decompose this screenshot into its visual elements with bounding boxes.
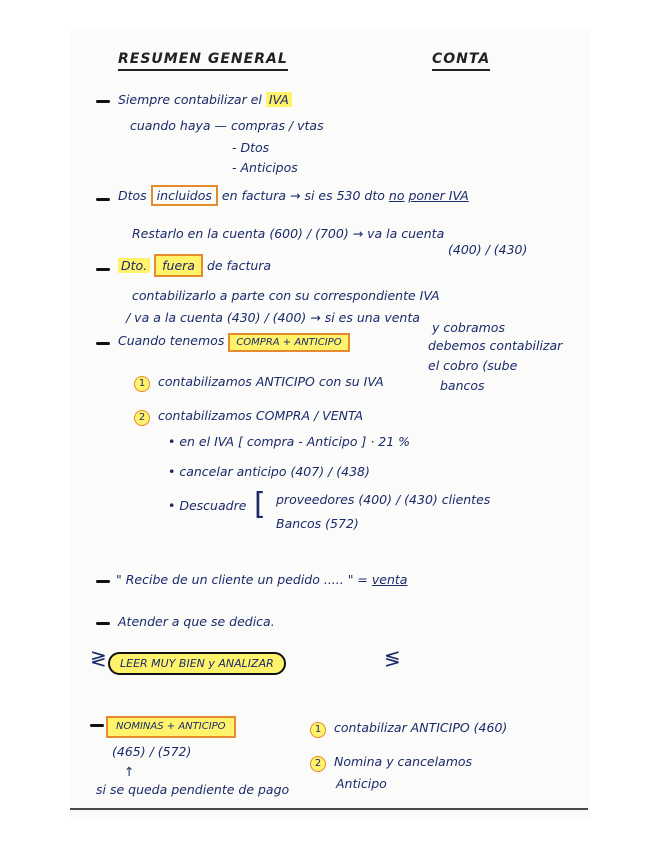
step-1: [134, 376, 384, 392]
note-line: proveedores (400) / (430) clientes: [276, 492, 491, 507]
boxed-term: NOMINAS + ANTICIPO: [106, 716, 236, 738]
boxed-term: fuera: [154, 254, 203, 277]
note-line: (400) / (430): [448, 242, 528, 257]
bullet-dash: [96, 198, 110, 201]
callout-banner: LEER MUY BIEN y ANALIZAR: [108, 652, 286, 675]
note-line: cuando haya — compras / vtas: [130, 118, 324, 133]
note-text: " Recibe de un cliente un pedido ..... " =: [116, 572, 368, 587]
bullet-dash: [96, 622, 110, 625]
page-title: RESUMEN GENERAL: [118, 52, 288, 71]
note-line: [118, 260, 271, 273]
bullet-dash: [90, 724, 104, 727]
note-line: contabilizarlo a parte con su correspondiente IVA: [132, 288, 440, 303]
boxed-term: incluidos: [151, 185, 218, 206]
bullet-dash: [96, 100, 110, 103]
note-text: Siempre contabilizar el: [118, 92, 262, 107]
nomina-step-2: [310, 756, 472, 772]
note-line: • en el IVA [ compra - Anticipo ] · 21 %: [168, 434, 411, 449]
note-line: • cancelar anticipo (407) / (438): [168, 464, 370, 479]
highlighted-term: Dto.: [118, 258, 150, 273]
nomina-step-1: [310, 722, 507, 738]
note-text: de factura: [206, 258, 272, 273]
note-line: si se queda pendiente de pago: [96, 782, 290, 797]
note-line: / va a la cuenta (430) / (400) → si es una venta: [126, 310, 420, 325]
note-text: contabilizamos ANTICIPO con su IVA: [157, 374, 384, 389]
bullet-dash: [96, 580, 110, 583]
bullet-dash: [96, 268, 110, 271]
note-text: en factura → si es 530 dto: [221, 188, 385, 203]
step-number: 2: [134, 410, 150, 426]
note-line: • Descuadre: [168, 498, 247, 513]
note-line: [118, 94, 292, 107]
up-arrow-icon: ↑: [124, 764, 135, 779]
note-text: Cuando tenemos: [118, 333, 225, 348]
note-line: [118, 190, 469, 203]
side-note: debemos contabilizar: [428, 338, 563, 353]
note-text: Nomina y cancelamos: [333, 754, 473, 769]
subject-title: CONTA: [432, 52, 490, 71]
side-note: el cobro (sube: [428, 358, 518, 373]
side-note: y cobramos: [432, 320, 505, 335]
step-2: [134, 410, 363, 426]
note-text: Dtos: [118, 188, 147, 203]
underlined-term: venta: [371, 572, 408, 587]
boxed-term: COMPRA + ANTICIPO: [228, 333, 349, 352]
note-line: - Anticipos: [232, 160, 298, 175]
step-number: 1: [310, 722, 326, 738]
bottom-rule: [70, 808, 588, 810]
iva-highlight: IVA: [266, 92, 292, 107]
emphasis-marks-icon: ≶: [384, 646, 401, 670]
underlined-term: no: [388, 188, 405, 203]
note-line: (465) / (572): [112, 744, 192, 759]
note-line: [116, 574, 407, 587]
side-note: bancos: [440, 378, 485, 393]
emphasis-marks-icon: ≷: [90, 646, 107, 670]
bullet-dash: [96, 342, 110, 345]
note-line: Anticipo: [336, 776, 387, 791]
step-number: 2: [310, 756, 326, 772]
note-line: Restarlo en la cuenta (600) / (700) → va la cuenta: [132, 226, 445, 241]
note-text: contabilizamos COMPRA / VENTA: [157, 408, 363, 423]
note-line: [118, 335, 350, 348]
step-number: 1: [134, 376, 150, 392]
underlined-term: poner IVA: [408, 188, 469, 203]
note-line: - Dtos: [232, 140, 270, 155]
bracket-icon: [: [254, 487, 266, 522]
note-text: contabilizar ANTICIPO (460): [333, 720, 508, 735]
note-line: Atender a que se dedica.: [118, 614, 275, 629]
note-line: Bancos (572): [276, 516, 359, 531]
